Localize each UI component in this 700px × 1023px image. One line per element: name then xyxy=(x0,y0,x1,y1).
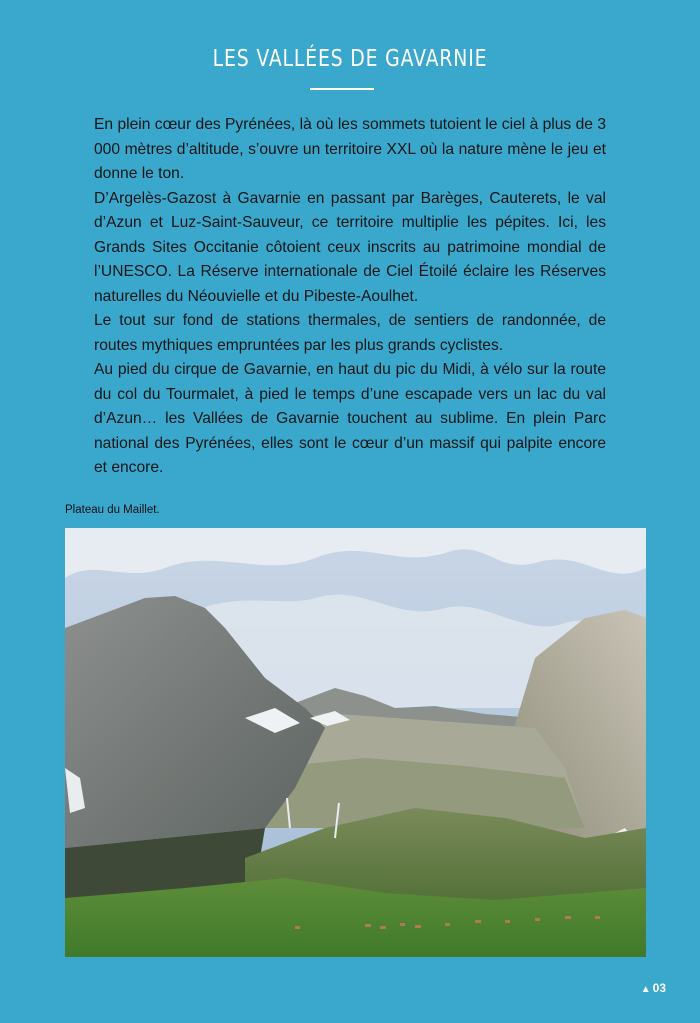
page-number xyxy=(641,981,666,995)
page-number-value: 03 xyxy=(652,981,666,995)
paragraph: Au pied du cirque de Gavarnie, en haut du pic du Midi, à vélo sur la route du col du Tourmalet, à pied le temps d’une escapade vers un lac du val d’Azun… les Vallées de Gavarnie touchent au sublime. En plein Parc national des Pyrénées, elles sont le cœur d’un massif qui palpite encore et encore. xyxy=(94,361,606,476)
paragraph: Le tout sur fond de stations thermales, de sentiers de randonnée, de routes mythiques empruntées par les plus grands cyclistes. xyxy=(94,312,606,354)
intro-text xyxy=(94,113,606,481)
paragraph: D’Argelès-Gazost à Gavarnie en passant par Barèges, Cauterets, le val d’Azun et Luz-Saint-Sauveur, ce territoire multiplie les pépites. Ici, les Grands Sites Occitanie côtoient ceux inscrits au patrimoine mondial de l’UNESCO. La Réserve internationale de Ciel Étoilé éclaire les Réserves naturelles du Néouvielle et du Pibeste-Aoulhet. xyxy=(94,189,606,305)
triangle-up-icon: ▲ xyxy=(640,984,651,995)
paragraph: En plein cœur des Pyrénées, là où les sommets tutoient le ciel à plus de 3 000 mètres d’altitude, s’ouvre un territoire XXL où la nature mène le jeu et donne le ton. xyxy=(94,116,606,182)
mountain-photo xyxy=(65,528,646,957)
page-title: LES VALLÉES DE GAVARNIE xyxy=(212,46,488,72)
photo-caption: Plateau du Maillet. xyxy=(65,504,160,516)
title-underline xyxy=(310,88,374,90)
